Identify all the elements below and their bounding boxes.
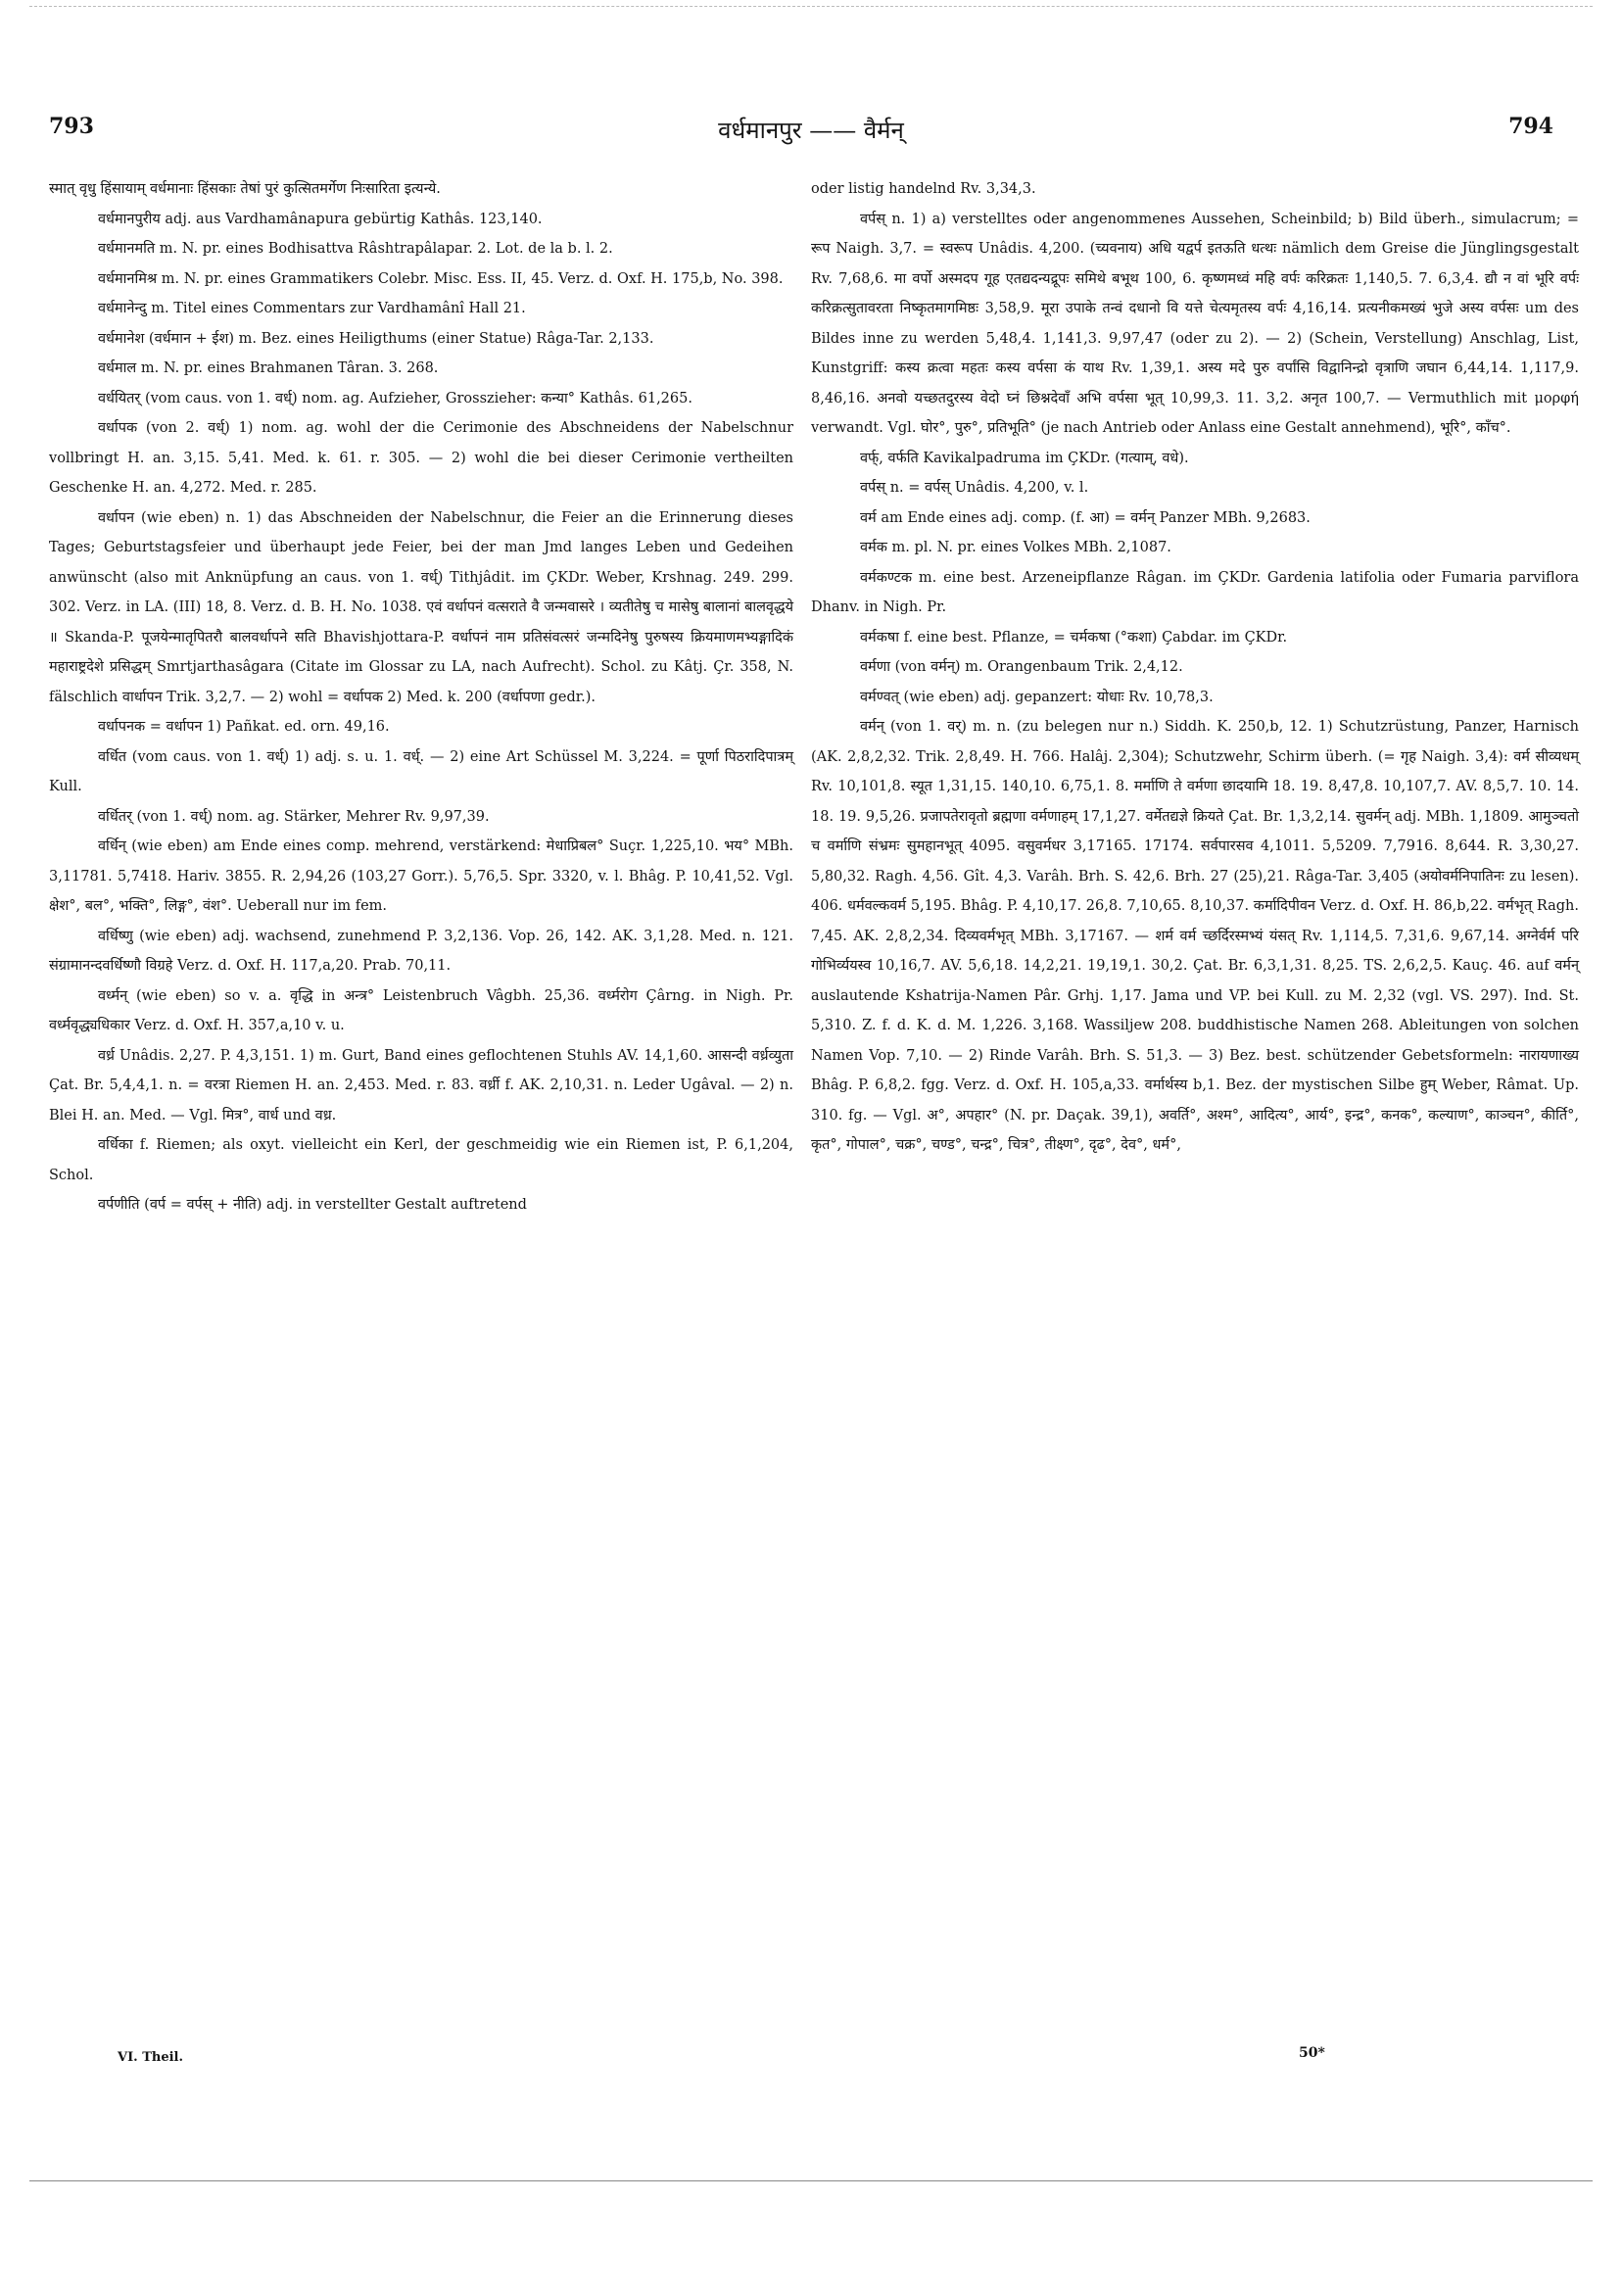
dictionary-entry: वर्पस् n. 1) a) verstelltes oder angenommenes Aussehen, Scheinbild; b) Bild überh., simulacrum; = रूप Naigh. 3,7. = स्वरूप Unâdis. 4,200. (च्यवनाय) अधि यद्वर्प इतऊति धत्थः nämlich dem Greise die Jünglingsgestalt Rv. 7,68,6. मा वर्पो अस्मदप गूह एतद्यदन्यद्रूपः समिथे बभूथ 100, 6. कृष्णमध्वं महि वर्पः करिक्रतः 1,140,5. 7. 6,3,4. द्यौ न वां भूरि वर्पः करिक्रत्सुतावरता निष्कृतमागमिष्ठः 3,58,9. मूरा उपाके तन्वं दधानो वि यत्ते चेत्यमृतस्य वर्पः 4,16,14. प्रत्यनीकमख्यं भुजे अस्य वर्पसः um des Bildes inne zu werden 5,48,4. 1,141,3. 9,97,47 (oder zu 2). — 2) (Schein, Verstellung) Anschlag, List, Kunstgriff: कस्य क्रत्वा महतः कस्य वर्पसा कं याथ Rv. 1,39,1. अस्य मदे पुरु वर्पांसि विद्वानिन्द्रो वृत्राणि जघान 6,44,14. 1,117,9. 8,46,16. अनवो यच्छतदुरस्य वेदो घ्नं छिश्नदेवाँ अभि वर्पसा भूत् 10,99,3. 11. 3,2. अनृत 100,7. — Vermuthlich mit μορφή verwandt. Vgl. घोर°, पुरु°, प्रतिभूति° (je nach Antrieb oder Anlass eine Gestalt annehmend), भूरि°, काँच°.	[811, 211, 1579, 436]
dictionary-entry: वर्मकषा f. eine best. Pflanze, = चर्मकषा (°कशा) Çabdar. im ÇKDr.	[860, 629, 1288, 646]
dictionary-entry: वर्मकण्टक m. eine best. Arzeneipflanze Râgan. im ÇKDr. Gardenia latifolia oder Fumaria parviflora Dhanv. in Nigh. Pr.	[811, 569, 1579, 615]
entry-continuation: oder listig handelnd Rv. 3,34,3.	[811, 181, 1036, 197]
entry-continuation: स्मात् वृधु हिंसायाम् वर्धमानाः हिंसकाः तेषां पुरं कुत्सितमर्गेण निःसारिता इत्यन्ये.	[49, 181, 441, 197]
left-column	[49, 174, 793, 1220]
dictionary-entry: वर्धयितर् (vom caus. von 1. वर्ध्) nom. ag. Aufzieher, Grosszieher: कन्या° Kathâs. 61,265.	[98, 390, 692, 407]
dictionary-entry: वर्ध्मन् (wie eben) so v. a. वृद्धि in अन्त्र° Leistenbruch Vâgbh. 25,36. वर्ध्मरोग Çârng. in Nigh. Pr. वर्ध्मवृद्ध्यधिकार Verz. d. Oxf. H. 357,a,10 v. u.	[49, 987, 793, 1033]
dictionary-entry: वर्धापक (von 2. वर्ध्) 1) nom. ag. wohl der die Cerimonie des Abschneidens der Nabelschnur vollbringt H. an. 3,15. 5,41. Med. k. 61. r. 305. — 2) wohl die bei dieser Cerimonie vertheilten Geschenke H. an. 4,272. Med. r. 285.	[49, 420, 793, 496]
dictionary-entry: वर्धित (vom caus. von 1. वर्ध्) 1) adj. s. u. 1. वर्ध्. — 2) eine Art Schüssel M. 3,224. = पूर्णा पिठरादिपात्रम् Kull.	[49, 748, 793, 794]
dictionary-entry: वर्धिष्णु (wie eben) adj. wachsend, zunehmend P. 3,2,136. Vop. 26, 142. AK. 3,1,28. Med. n. 121. संग्रामानन्दवर्धिष्णौ विग्रहे Verz. d. Oxf. H. 117,a,20. Prab. 70,11.	[49, 928, 793, 974]
dictionary-entry: वर्फ्, वर्फति Kavikalpadruma im ÇKDr. (गत्याम्, वधे).	[860, 450, 1189, 466]
dictionary-entry: वर्धमानपुरीय adj. aus Vardhamânapura gebürtig Kathâs. 123,140.	[98, 211, 543, 227]
dictionary-entry: वर्धमानमति m. N. pr. eines Bodhisattva Râshtrapâlapar. 2. Lot. de la b. l. 2.	[98, 241, 613, 257]
dictionary-entry: वर्म am Ende eines adj. comp. (f. आ) = वर्मन् Panzer MBh. 9,2683.	[860, 509, 1311, 526]
dictionary-entry: वर्धमानमिश्र m. N. pr. eines Grammatikers Colebr. Misc. Ess. II, 45. Verz. d. Oxf. H. 175,b, No. 398.	[98, 270, 784, 287]
dictionary-entry: वर्धमाल m. N. pr. eines Brahmanen Târan. 3. 268.	[98, 360, 439, 376]
bottom-edge-rule	[29, 2180, 1593, 2181]
dictionary-entry: वर्मण्वत् (wie eben) adj. gepanzert: योधाः Rv. 10,78,3.	[860, 689, 1214, 705]
dictionary-entry: वर्धापन (wie eben) n. 1) das Abschneiden der Nabelschnur, die Feier an die Erinnerung dieses Tages; Geburtstagsfeier und überhaupt jede Feier, bei der man Jmd langes Leben und Gedeihen anwünscht (also mit Anknüpfung an caus. von 1. वर्ध्) Tithjâdit. im ÇKDr. Weber, Krshnag. 249. 299. 302. Verz. in LA. (III) 18, 8. Verz. d. B. H. No. 1038. एवं वर्धापनं वत्सराते वै जन्मवासरे । व्यतीतेषु च मासेषु बालानां बालवृद्धये ॥ Skanda-P. पूजयेन्मातृपितरौ बालवर्धापने सति Bhavishjottara-P. वर्धापनं नाम प्रतिसंवत्सरं जन्मदिनेषु पुरुषस्य क्रियमाणमभ्यङ्गादिकं महाराष्ट्रदेशे प्रसिद्धम् Smrtjarthasâgara (Citate im Glossar zu LA, nach Aufrecht). Schol. zu Kâtj. Çr. 358, N. fälschlich वार्धापन Trik. 3,2,7. — 2) wohl = वर्धापक 2) Med. k. 200 (वर्धापणा gedr.).	[49, 509, 793, 705]
dictionary-entry: वर्धिका f. Riemen; als oxyt. vielleicht ein Kerl, der geschmeidig wie ein Riemen ist, P. 6,1,204, Schol.	[49, 1137, 793, 1183]
running-title: वर्धमानपुर —— वैर्मन्	[718, 117, 904, 144]
dictionary-entry: वर्धिन् (wie eben) am Ende eines comp. mehrend, verstärkend: मेधाप्रिबल° Suçr. 1,225,10. भय° MBh. 3,11781. 5,7418. Hariv. 3855. R. 2,94,26 (103,27 Gorr.). 5,76,5. Spr. 3320, v. l. Bhâg. P. 10,41,52. Vgl. क्षेश°, बल°, भक्ति°, लिङ्ग°, वंश°. Ueberall nur im fem.	[49, 838, 793, 914]
dictionary-entry: वर्ध्र Unâdis. 2,27. P. 4,3,151. 1) m. Gurt, Band eines geflochtenen Stuhls AV. 14,1,60. आसन्दी वर्ध्रव्युता Çat. Br. 5,4,4,1. n. = वरत्रा Riemen H. an. 2,453. Med. r. 83. वर्ध्री f. AK. 2,10,31. n. Leder Ugâval. — 2) n. Blei H. an. Med. — Vgl. मित्र°, वार्ध und वध्र.	[49, 1047, 793, 1124]
dictionary-entry: वर्पणीति (वर्प = वर्पस् + नीति) adj. in verstellter Gestalt auftretend	[98, 1197, 527, 1213]
top-edge-rule	[29, 6, 1593, 7]
dictionary-entry: वर्मन् (von 1. वर्) m. n. (zu belegen nur n.) Siddh. K. 250,b, 12. 1) Schutzrüstung, Panzer, Harnisch (AK. 2,8,2,32. Trik. 2,8,49. H. 766. Halâj. 2,304); Schutzwehr, Schirm überh. (= गृह Naigh. 3,4): वर्म सीव्यधम् Rv. 10,101,8. स्यूत 1,31,15. 140,10. 6,75,1. 8. मर्माणि ते वर्मणा छादयामि 18. 19. 8,47,8. 10,107,7. AV. 8,5,7. 10. 14. 18. 19. 9,5,26. प्रजापतेरावृतो ब्रह्मणा वर्मणाहम् 17,1,27. वर्मेतद्यज्ञे क्रियते Çat. Br. 1,3,2,14. सुवर्मन् adj. MBh. 1,1809. आमुञ्चतो च वर्माणि संभ्रमः सुमहानभूत् 4095. वसुवर्मधर 3,17165. 17174. सर्वपारसव 4,1011. 5,5209. 7,7916. 8,644. R. 3,30,27. 5,80,32. Ragh. 4,56. Gît. 4,3. Varâh. Brh. S. 42,6. Brh. 27 (25),21. Râga-Tar. 3,405 (अयोवर्मनिपातिनः zu lesen). 406. धर्मवल्कवर्म 5,195. Bhâg. P. 4,10,17. 26,8. 7,10,65. 8,10,37. कर्मादिपीवन Verz. d. Oxf. H. 86,b,22. वर्मभृत् Ragh. 7,45. AK. 2,8,2,34. दिव्यवर्मभृत् MBh. 3,17167. — शर्म वर्म च्छर्दिरस्मभ्यं यंसत् Rv. 1,114,5. 7,31,6. 9,67,14. अग्नेर्वर्म परि गोभिर्व्ययस्व 10,16,7. AV. 5,6,18. 14,2,21. 19,19,1. 30,2. Çat. Br. 6,3,1,31. 8,25. TS. 2,6,2,5. Kauç. 46. auf वर्मन् auslautende Kshatrija-Namen Pâr. Grhj. 1,17. Jama und VP. bei Kull. zu M. 2,32 (vgl. VS. 297). Ind. St. 5,310. Z. f. d. K. d. M. 1,226. 3,168. Wassiljew 208. buddhistische Namen 268. Ableitungen von solchen Namen Vop. 7,10. — 2) Rinde Varâh. Brh. S. 51,3. — 3) Bez. best. schützender Gebetsformeln: नारायणाख्य Bhâg. P. 6,8,2. fgg. Verz. d. Oxf. H. 105,a,33. वर्मार्थस्य b,1. Bez. der mystischen Silbe हुम् Weber, Râmat. Up. 310. fg. — Vgl. अ°, अपहार° (N. pr. Daçak. 39,1), अवर्ति°, अश्म°, आदित्य°, आर्य°, इन्द्र°, कनक°, कल्याण°, काञ्चन°, कीर्ति°, कृत°, गोपाल°, चक्र°, चण्ड°, चन्द्र°, चित्र°, तीक्ष्ण°, दृढ°, देव°, धर्म°,	[811, 719, 1579, 1153]
dictionary-entry: वर्धितर् (von 1. वर्ध्) nom. ag. Stärker, Mehrer Rv. 9,97,39.	[98, 808, 490, 825]
dictionary-entry: वर्पस् n. = वर्पस् Unâdis. 4,200, v. l.	[860, 480, 1089, 496]
right-column	[811, 174, 1579, 1161]
page-number-right: 794	[1508, 114, 1553, 139]
volume-label: VI. Theil.	[118, 2050, 184, 2065]
dictionary-entry: वर्धमानेन्दु m. Titel eines Commentars zur Vardhamânî Hall 21.	[98, 301, 526, 316]
dictionary-entry: वर्मक m. pl. N. pr. eines Volkes MBh. 2,1087.	[860, 540, 1171, 555]
page-header	[0, 114, 1622, 153]
dictionary-entry: वर्धापनक = वर्धापन 1) Pañkat. ed. orn. 49,16.	[98, 719, 390, 735]
dictionary-entry: वर्मणा (von वर्मन्) m. Orangenbaum Trik. 2,4,12.	[860, 659, 1183, 675]
page-number-left: 793	[49, 114, 94, 139]
dictionary-entry: वर्धमानेश (वर्धमान + ईश) m. Bez. eines Heiligthums (einer Statue) Râga-Tar. 2,133.	[98, 330, 654, 347]
signature-mark: 50*	[1299, 2045, 1325, 2061]
